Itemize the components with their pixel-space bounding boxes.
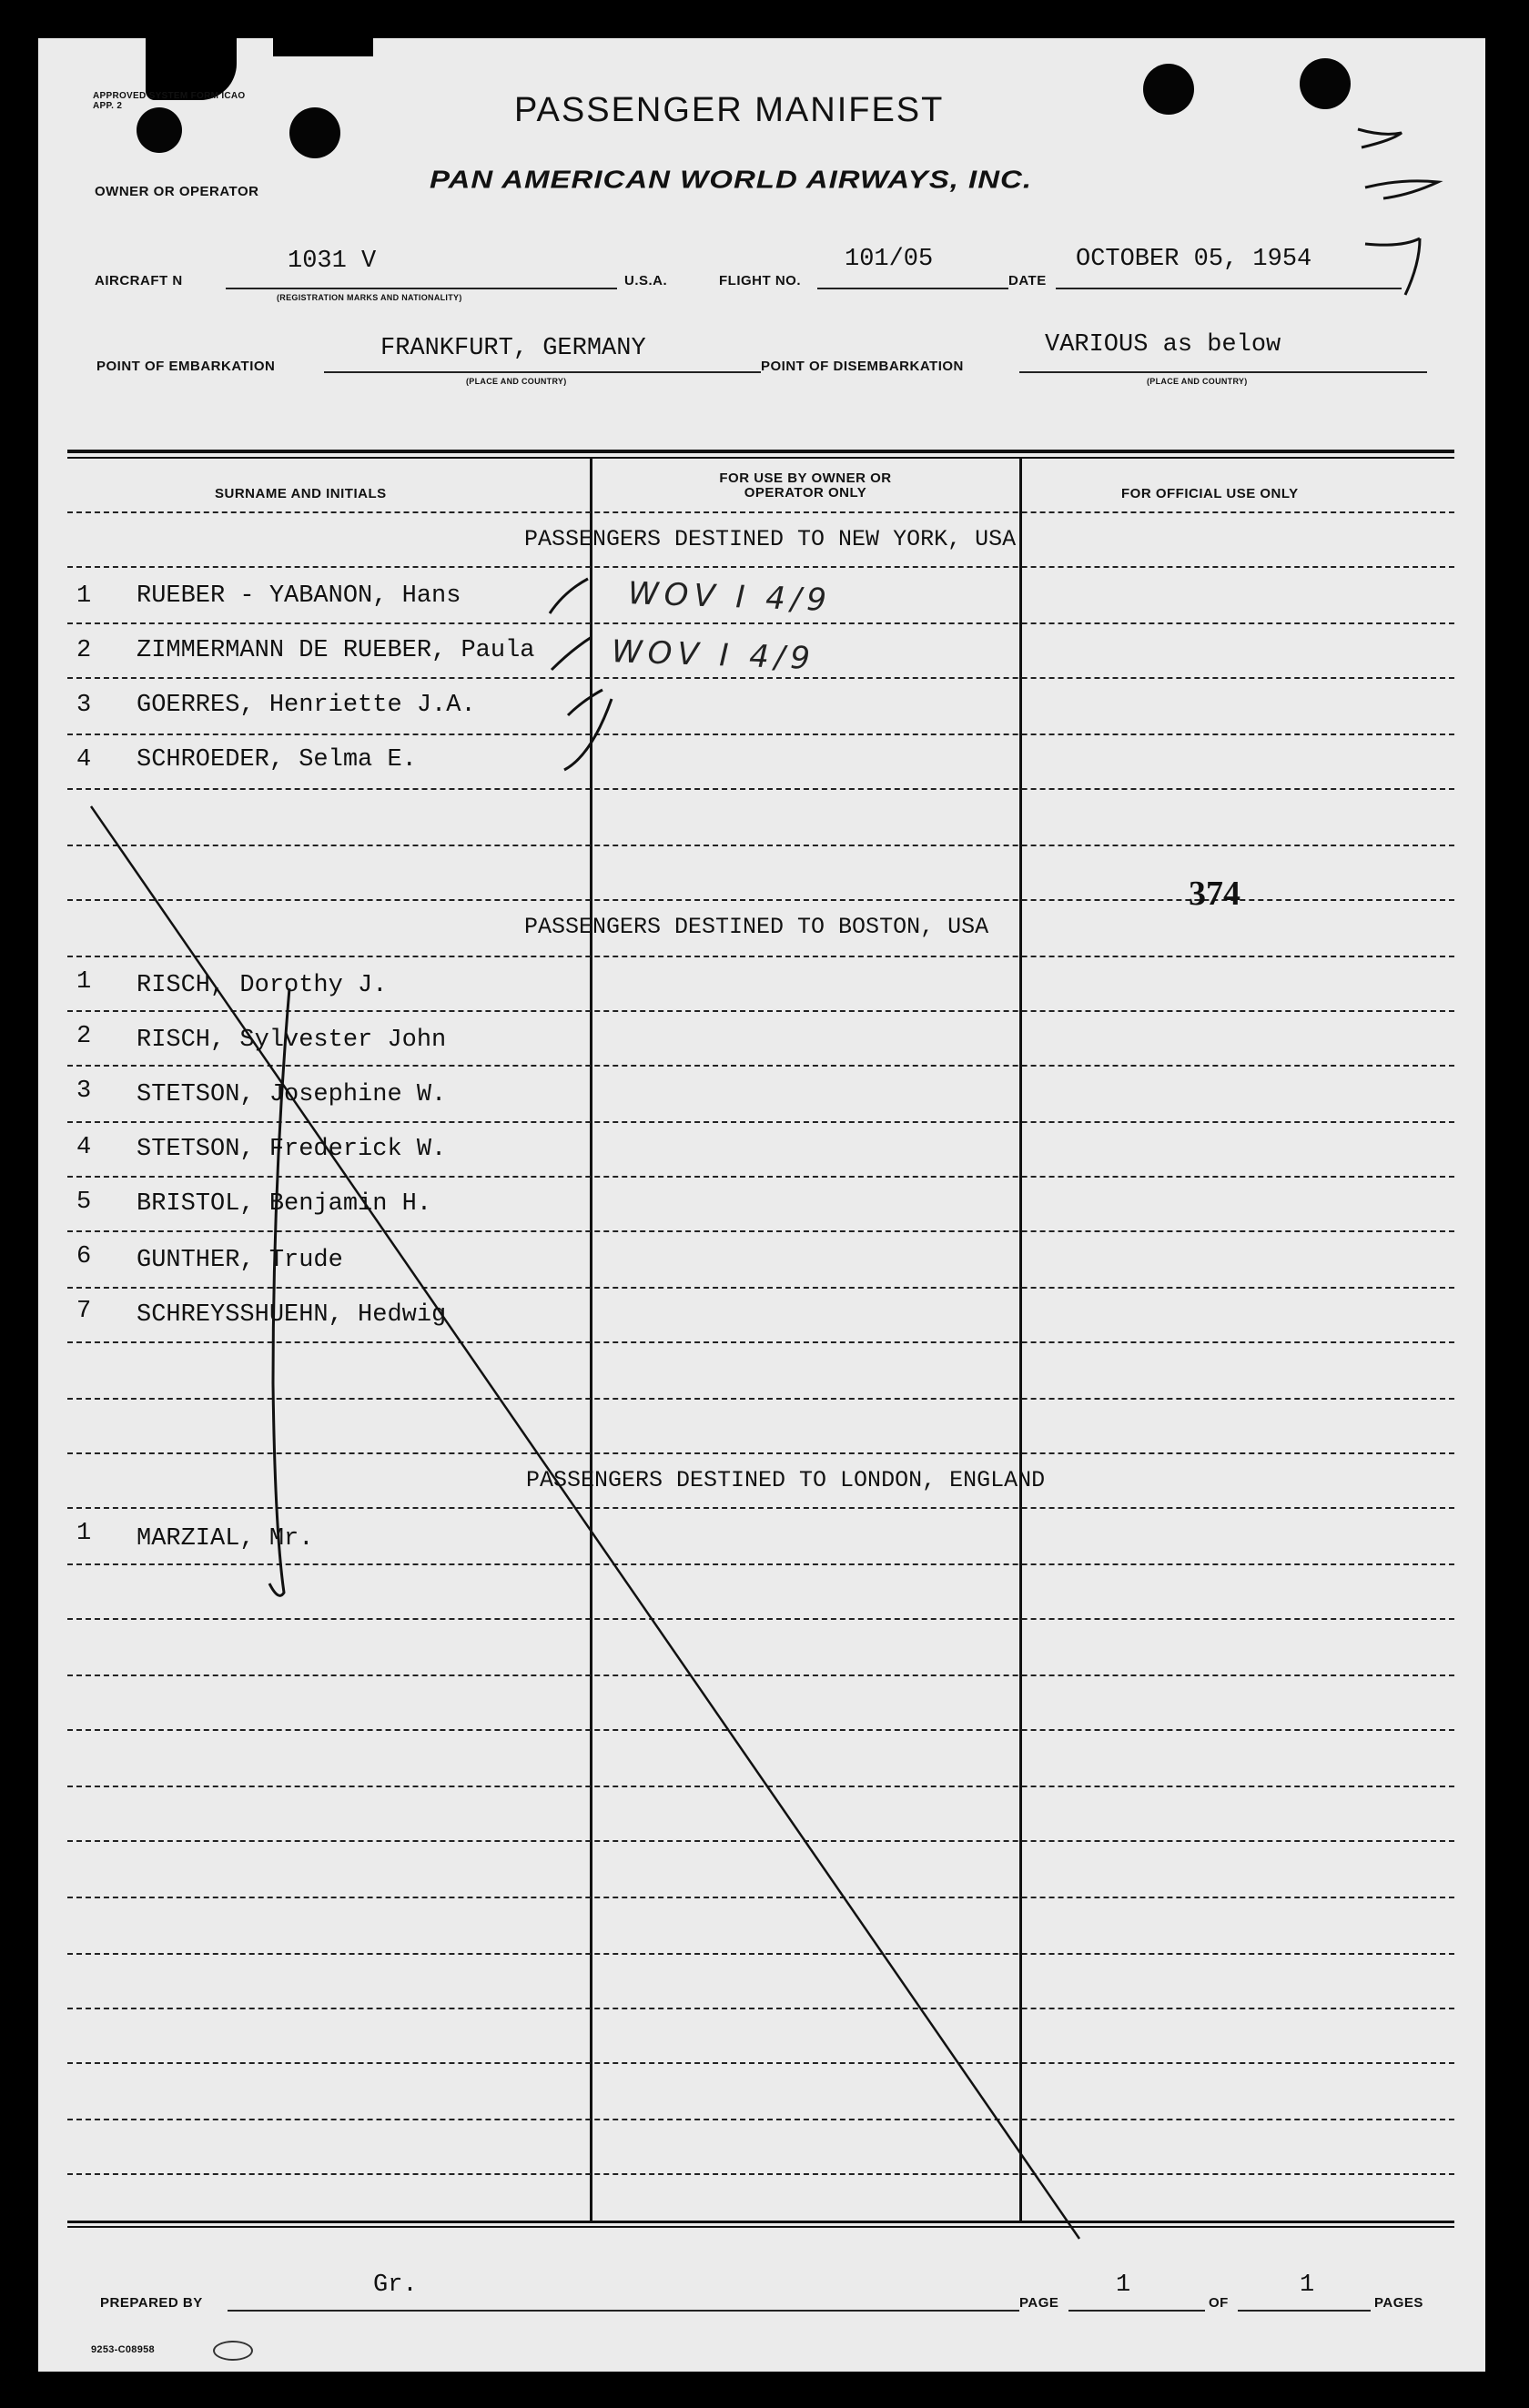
registration-caption: (REGISTRATION MARKS AND NATIONALITY) bbox=[277, 293, 462, 302]
ditto-mark bbox=[1365, 238, 1420, 295]
of-underline bbox=[1238, 2310, 1371, 2312]
passenger-number: 5 bbox=[76, 1189, 92, 1216]
passenger-number: 2 bbox=[76, 1023, 92, 1050]
form-number: 9253-C08958 bbox=[91, 2344, 155, 2355]
passenger-name: GOERRES, Henriette J.A. bbox=[137, 692, 476, 719]
page-title: PASSENGER MANIFEST bbox=[514, 91, 945, 129]
passenger-number: 1 bbox=[76, 968, 92, 996]
ditto-mark bbox=[1365, 181, 1438, 198]
passenger-name: BRISTOL, Benjamin H. bbox=[137, 1190, 432, 1218]
page-value: 1 bbox=[1116, 2271, 1131, 2299]
passenger-name: STETSON, Josephine W. bbox=[137, 1081, 447, 1108]
page-label: PAGE bbox=[1019, 2295, 1059, 2311]
aircraft-value: 1031 V bbox=[288, 248, 377, 275]
embarkation-value: FRANKFURT, GERMANY bbox=[380, 335, 646, 362]
embarkation-label: POINT OF EMBARKATION bbox=[96, 359, 276, 374]
handwritten-note: WOV I 4/9 bbox=[627, 575, 833, 619]
passenger-number: 2 bbox=[76, 637, 92, 664]
check-mark bbox=[552, 637, 592, 670]
handwritten-note: WOV I 4/9 bbox=[611, 633, 816, 677]
page-underline bbox=[1068, 2310, 1205, 2312]
ditto-mark bbox=[1358, 129, 1402, 147]
strike-line bbox=[91, 806, 1079, 2239]
passenger-name: STETSON, Frederick W. bbox=[137, 1136, 447, 1163]
passenger-name: RISCH, Dorothy J. bbox=[137, 972, 388, 999]
pages-label: PAGES bbox=[1374, 2295, 1423, 2311]
check-mark bbox=[550, 579, 588, 613]
stamp-number: 374 bbox=[1189, 875, 1240, 913]
usa-label: U.S.A. bbox=[624, 273, 668, 288]
prepared-by-value: Gr. bbox=[373, 2271, 418, 2299]
date-label: DATE bbox=[1008, 273, 1047, 288]
passenger-number: 4 bbox=[76, 1134, 92, 1161]
aircraft-label: AIRCRAFT N bbox=[95, 273, 183, 288]
passenger-name: ZIMMERMANN DE RUEBER, Paula bbox=[137, 637, 535, 664]
embarkation-caption: (PLACE AND COUNTRY) bbox=[466, 377, 567, 386]
prepared-by-label: PREPARED BY bbox=[100, 2295, 203, 2311]
disembarkation-value: VARIOUS as below bbox=[1045, 331, 1281, 359]
column-header-official: FOR OFFICIAL USE ONLY bbox=[1121, 486, 1299, 501]
of-value: 1 bbox=[1300, 2271, 1315, 2299]
column-header-name: SURNAME AND INITIALS bbox=[215, 486, 387, 501]
printer-logo bbox=[213, 2341, 253, 2361]
airline-name: PAN AMERICAN WORLD AIRWAYS, INC. bbox=[430, 164, 1033, 194]
passenger-name: SCHROEDER, Selma E. bbox=[137, 746, 417, 774]
passenger-number: 1 bbox=[76, 1520, 92, 1547]
passenger-number: 6 bbox=[76, 1243, 92, 1270]
group-header-new-york: PASSENGERS DESTINED TO NEW YORK, USA bbox=[524, 526, 1017, 552]
flight-label: FLIGHT NO. bbox=[719, 273, 801, 288]
approval-note: APPROVED SYSTEM FORM ICAO APP. 2 bbox=[93, 91, 246, 111]
passenger-number: 1 bbox=[76, 582, 92, 610]
passenger-name: SCHREYSSHUEHN, Hedwig bbox=[137, 1301, 447, 1329]
passenger-name: GUNTHER, Trude bbox=[137, 1247, 343, 1274]
passenger-name: RUEBER - YABANON, Hans bbox=[137, 582, 461, 610]
column-header-owner: FOR USE BY OWNER OR OPERATOR ONLY bbox=[719, 470, 892, 501]
flight-value: 101/05 bbox=[845, 246, 934, 273]
check-mark bbox=[568, 690, 602, 715]
passenger-number: 3 bbox=[76, 1078, 92, 1105]
passenger-number: 7 bbox=[76, 1298, 92, 1325]
check-mark bbox=[564, 699, 612, 770]
disembarkation-caption: (PLACE AND COUNTRY) bbox=[1147, 377, 1248, 386]
group-header-london: PASSENGERS DESTINED TO LONDON, ENGLAND bbox=[526, 1467, 1046, 1493]
owner-label: OWNER OR OPERATOR bbox=[95, 184, 259, 199]
passenger-name: MARZIAL, Mr. bbox=[137, 1525, 314, 1553]
prepared-by-underline bbox=[228, 2310, 1019, 2312]
of-label: OF bbox=[1209, 2295, 1229, 2311]
group-header-boston: PASSENGERS DESTINED TO BOSTON, USA bbox=[524, 914, 989, 940]
passenger-name: RISCH, Sylvester John bbox=[137, 1027, 447, 1054]
disembarkation-label: POINT OF DISEMBARKATION bbox=[761, 359, 964, 374]
date-value: OCTOBER 05, 1954 bbox=[1076, 246, 1312, 273]
passenger-number: 4 bbox=[76, 746, 92, 774]
passenger-number: 3 bbox=[76, 692, 92, 719]
